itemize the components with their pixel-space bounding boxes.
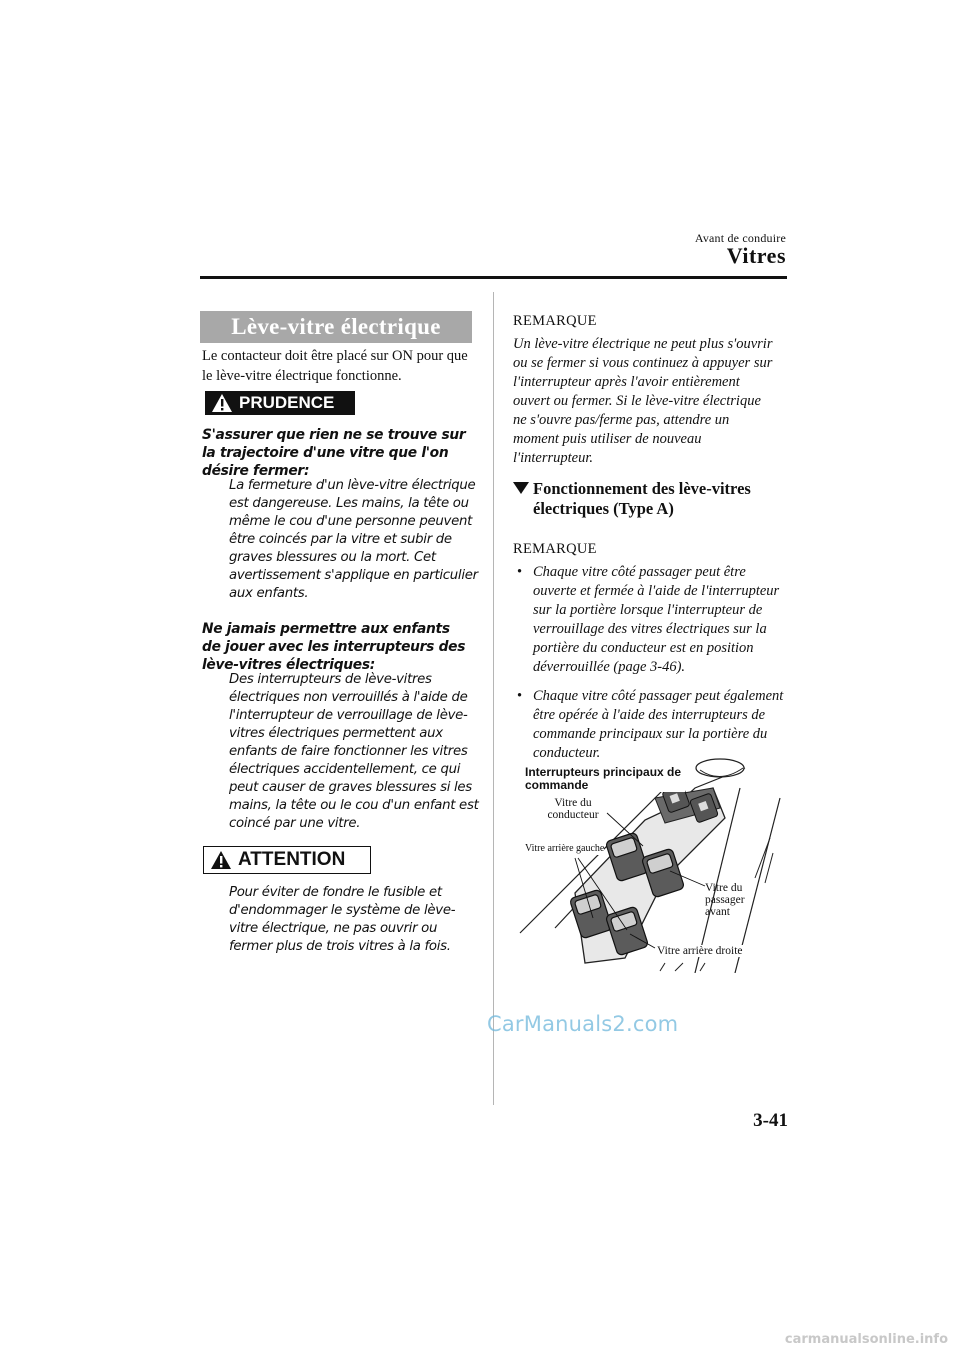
label-front-passenger-window: Vitre du passager avant	[705, 882, 745, 918]
attention-label: ATTENTION	[238, 849, 346, 870]
column-divider	[493, 292, 494, 1105]
bullet-icon: •	[517, 564, 523, 580]
list-item	[513, 563, 788, 677]
warning-heading: S'assurer que rien ne se trouve sur la trajectoire d'une vitre que l'on désire fermer:	[202, 427, 466, 479]
list-item-text: Chaque vitre côté passager peut être ouverte et fermée à l'aide de l'interrupteur sur la portière lorsque l'interrupteur de verrouillage des vitres électriques sur la portière du conducteur est en position déverrouillée (page 3-46).	[533, 564, 780, 675]
warning-triangle-icon	[211, 393, 233, 413]
warning-triangle-icon	[210, 850, 232, 870]
subsection-triangle-icon	[513, 482, 529, 494]
bullet-icon: •	[517, 688, 523, 704]
list-item	[513, 687, 788, 763]
label-rear-left-window: Vitre arrière gauche	[525, 843, 605, 854]
prudence-label: PRUDENCE	[239, 393, 335, 412]
attention-badge	[203, 846, 371, 874]
warning-body: Des interrupteurs de lève-vitres électriques non verrouillés à l'aide de l'interrupteur de verrouillage de lève-vitres électriques permettent aux enfants de faire fonctionner les vitres électriques accidentellement, ce qui peut causer de graves blessures si les mains, la tête ou le cou d'un enfant est coincé par une vitre.	[229, 672, 479, 831]
header-rule	[200, 276, 787, 279]
caution-body: Pour éviter de fondre le fusible et d'endommager le système de lève-vitre électrique, ne pas ouvrir ou fermer plus de trois vitres à la fois.	[229, 885, 456, 954]
running-header-chapter: Avant de conduire	[694, 231, 786, 245]
remark-body: Un lève-vitre électrique ne peut plus s'ouvrir ou se fermer si vous continuez à appuyer sur l'interrupteur après l'avoir entièrement ouvert ou fermer. Si le lève-vitre électrique ne s'ouvre pas/ferme pas, attendre un moment puis utiliser de nouveau l'interrupteur.	[513, 336, 773, 466]
warning-heading: Ne jamais permettre aux enfants de jouer avec les interrupteurs des lève-vitres électriques:	[202, 621, 466, 673]
watermark-carmanuals: CarManuals2.com	[487, 1012, 679, 1036]
page-number: 3-41	[753, 1110, 788, 1131]
remark-title: REMARQUE	[513, 541, 597, 557]
section-title: Lève-vitre électrique	[200, 311, 472, 343]
intro-paragraph: Le contacteur doit être placé sur ON pour que le lève-vitre électrique fonctionne.	[202, 348, 468, 384]
label-main-switches: Interrupteurs principaux de commande	[525, 766, 685, 792]
label-driver-window: Vitre du conducteur	[547, 797, 599, 821]
remark-title: REMARQUE	[513, 313, 597, 329]
warning-body: La fermeture d'un lève-vitre électrique est dangereuse. Les mains, la tête ou même le cou d'une personne peuvent être coincés par la vitre et subir de graves blessures ou la mort. Cet avertissement s'applique en particulier aux enfants.	[229, 478, 478, 601]
window-switch-figure	[515, 758, 790, 973]
label-rear-right-window: Vitre arrière droite	[657, 945, 743, 957]
subsection-heading: Fonctionnement des lève-vitres électriques (Type A)	[533, 479, 751, 518]
prudence-badge	[205, 391, 355, 415]
watermark-online: carmanualsonline.info	[784, 1332, 948, 1347]
list-item-text: Chaque vitre côté passager peut également être opérée à l'aide des interrupteurs de commande principaux sur la portière du conducteur.	[533, 688, 784, 761]
running-header-title: Vitres	[726, 243, 786, 268]
